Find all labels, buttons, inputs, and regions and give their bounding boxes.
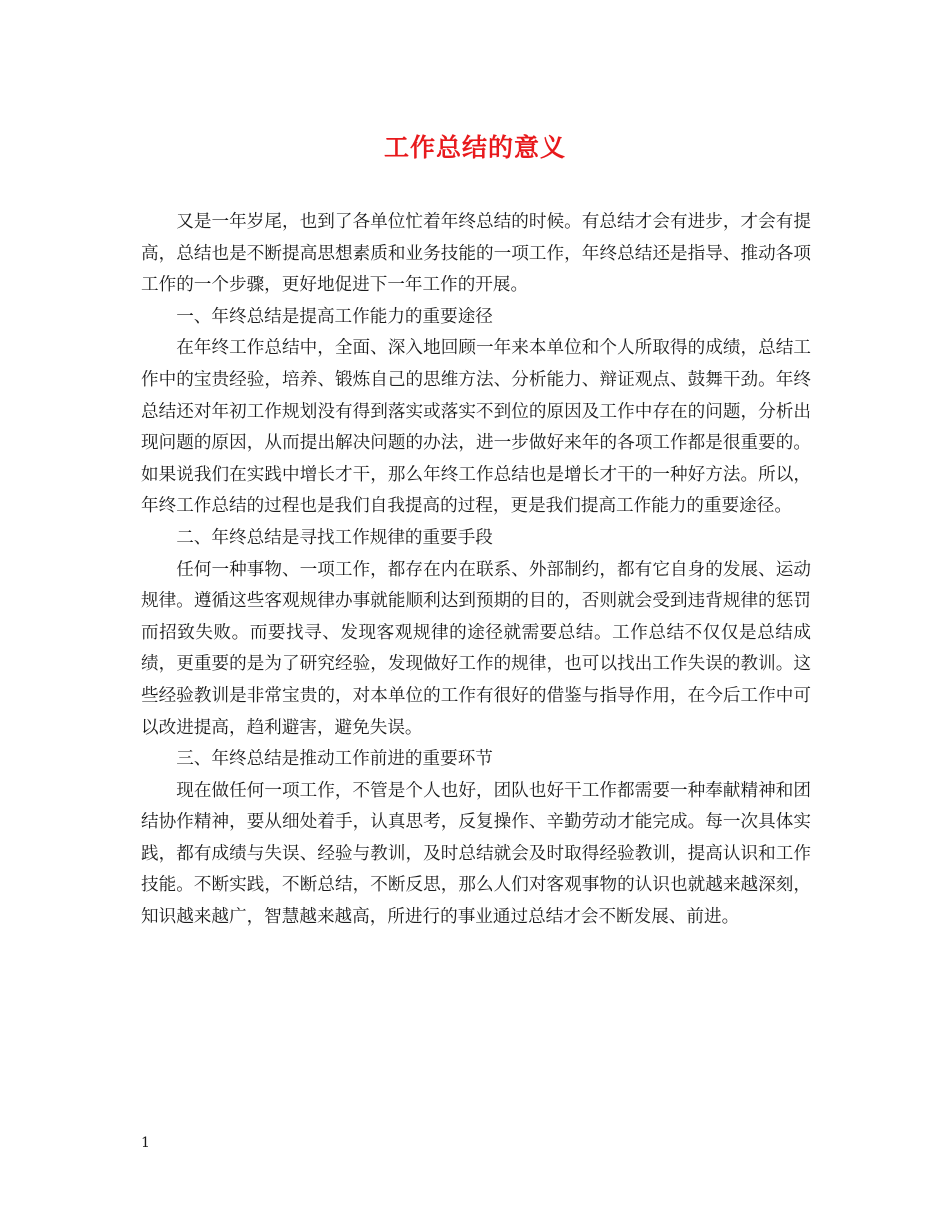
section-paragraph-3: 现在做任何一项工作，不管是个人也好，团队也好干工作都需要一种奉献精神和团结协作精神，要从细处着手，认真思考，反复操作、辛勤劳动才能完成。每一次具体实践，都有成绩与失误、经验与教训，及时总结就会及时取得经验教训，提高认识和工作技能。不断实践，不断总结，不断反思，那么人们对客观事物的认识也就越来越深刻，知识越来越广，智慧越来越高，所进行的事业通过总结才会不断发展、前进。	[141, 780, 811, 928]
section-paragraph-2: 任何一种事物、一项工作，都存在内在联系、外部制约，都有它自身的发展、运动规律。遵循这些客观规律办事就能顺利达到预期的目的，否则就会受到违背规律的惩罚而招致失败。而要找寻、发现客观规律的途径就需要总结。工作总结不仅仅是总结成绩，更重要的是为了研究经验，发现做好工作的规律，也可以找出工作失误的教训。这些经验教训是非常宝贵的，对本单位的工作有很好的借鉴与指导作用，在今后工作中可以改进提高，趋利避害，避免失误。	[141, 559, 811, 738]
section-paragraph-1: 在年终工作总结中，全面、深入地回顾一年来本单位和个人所取得的成绩，总结工作中的宝贵经验，培养、锻炼自己的思维方法、分析能力、辩证观点、鼓舞干劲。年终总结还对年初工作规划没有得到落实或落实不到位的原因及工作中存在的问题，分析出现问题的原因，从而提出解决问题的办法，进一步做好来年的各项工作都是很重要的。如果说我们在实践中增长才干，那么年终工作总结也是增长才干的一种好方法。所以，年终工作总结的过程也是我们自我提高的过程，更是我们提高工作能力的重要途径。	[141, 338, 811, 517]
document-body	[141, 207, 811, 934]
intro-paragraph: 又是一年岁尾，也到了各单位忙着年终总结的时候。有总结才会有进步，才会有提高，总结也是不断提高思想素质和业务技能的一项工作，年终总结还是指导、推动各项工作的一个步骤，更好地促进下一年工作的开展。	[141, 212, 811, 296]
section-heading-2: 二、年终总结是寻找工作规律的重要手段	[176, 527, 493, 548]
section-heading-3: 三、年终总结是推动工作前进的重要环节	[176, 749, 493, 770]
document-title: 工作总结的意义	[383, 133, 566, 162]
section-heading-1: 一、年终总结是提高工作能力的重要途径	[176, 306, 493, 327]
page-number: 1	[141, 1135, 150, 1151]
